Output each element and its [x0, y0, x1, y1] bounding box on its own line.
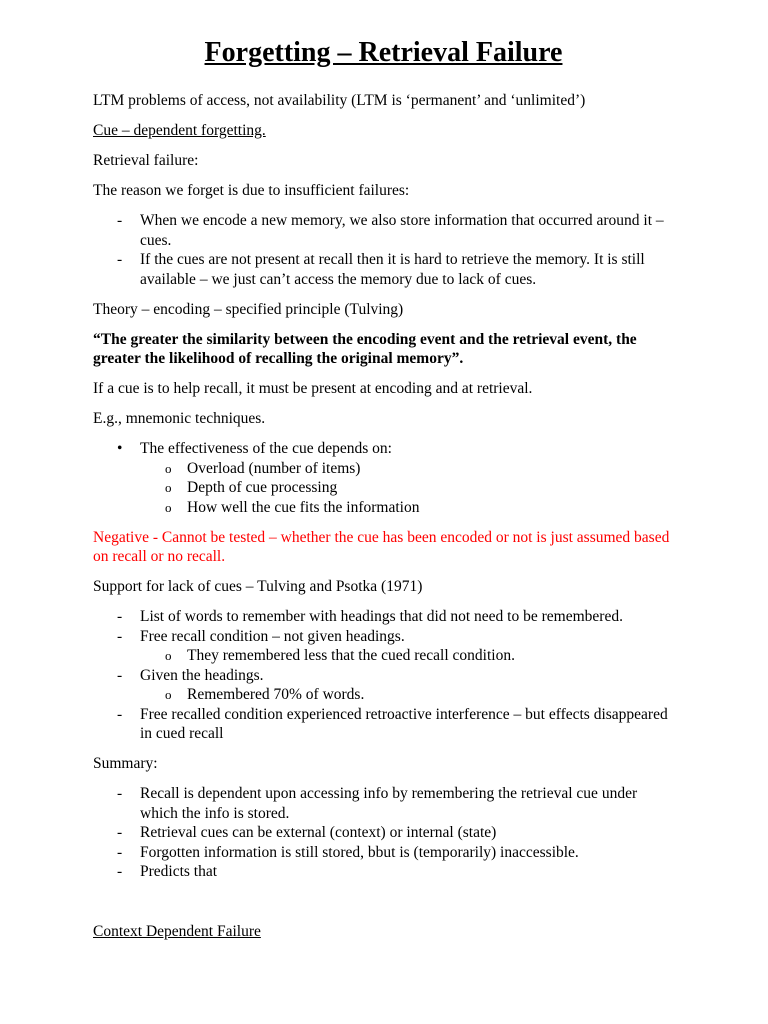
- sub-list-item: [93, 498, 674, 518]
- list-marker: -: [117, 212, 123, 229]
- list-item: [93, 627, 674, 647]
- list-marker: -: [117, 608, 123, 625]
- list-item: [93, 843, 674, 863]
- list-marker: -: [117, 824, 123, 841]
- list-marker: -: [117, 627, 123, 645]
- sub-list-item: [93, 646, 674, 666]
- paragraph: LTM problems of access, not availability (LTM is ‘permanent’ and ‘unlimited’): [93, 92, 586, 109]
- list-marker: o: [165, 648, 172, 663]
- list-marker: -: [117, 251, 123, 268]
- list-item: [93, 607, 674, 627]
- paragraph: If a cue is to help recall, it must be present at encoding and at retrieval.: [93, 380, 533, 397]
- list-marker: o: [165, 499, 172, 515]
- list-marker: -: [117, 863, 123, 880]
- list-item-text: Recall is dependent upon accessing info by remembering the retrieval cue under which the info is stored.: [140, 785, 638, 822]
- list-marker: o: [165, 460, 172, 476]
- list-marker: -: [117, 785, 123, 802]
- paragraph: Cue – dependent forgetting.: [93, 122, 266, 139]
- sub-list-item: [93, 478, 674, 498]
- list-item-text: The effectiveness of the cue depends on:: [140, 440, 392, 457]
- paragraph: Support for lack of cues – Tulving and Psotka (1971): [93, 578, 423, 595]
- list-item-text: Free recall condition – not given headings.: [140, 627, 405, 645]
- sub-list-item: [93, 685, 674, 705]
- paragraph: E.g., mnemonic techniques.: [93, 410, 266, 427]
- list-marker: -: [117, 705, 123, 723]
- list-marker: o: [165, 480, 172, 495]
- dash-list: [93, 784, 674, 882]
- document-content: [93, 91, 674, 942]
- paragraph: The reason we forget is due to insufficient failures:: [93, 182, 410, 199]
- list-item: [93, 211, 674, 250]
- dash-list: [93, 211, 674, 289]
- list-item: [93, 705, 674, 744]
- list-item-text: If the cues are not present at recall then it is hard to retrieve the memory. It is still available – we just can’t access the memory due to lack of cues.: [140, 251, 645, 288]
- list-item-text: Given the headings.: [140, 666, 264, 684]
- paragraph: Context Dependent Failure: [93, 923, 261, 940]
- list-item: [93, 439, 674, 459]
- list-item-text: They remembered less that the cued recall condition.: [187, 647, 515, 664]
- list-marker: -: [117, 666, 123, 684]
- paragraph: Summary:: [93, 755, 158, 772]
- paragraph: Retrieval failure:: [93, 152, 199, 169]
- list-item-text: How well the cue fits the information: [187, 498, 420, 516]
- list-item: [93, 862, 674, 882]
- page-title: Forgetting – Retrieval Failure: [204, 37, 563, 68]
- list-item-text: When we encode a new memory, we also store information that occurred around it – cues.: [140, 212, 664, 249]
- list-item: [93, 784, 674, 823]
- bullet-list: [93, 439, 674, 517]
- list-item: [93, 666, 674, 686]
- list-item-text: List of words to remember with headings that did not need to be remembered.: [140, 608, 623, 625]
- list-item-text: Remembered 70% of words.: [187, 686, 365, 703]
- list-item: [93, 250, 674, 289]
- list-marker: o: [165, 687, 172, 702]
- list-marker: •: [117, 440, 123, 457]
- dash-list: [93, 607, 674, 744]
- paragraph: Theory – encoding – specified principle (Tulving): [93, 300, 404, 318]
- list-item: [93, 823, 674, 843]
- list-item-text: Retrieval cues can be external (context) or internal (state): [140, 824, 497, 841]
- list-item-text: Forgotten information is still stored, bbut is (temporarily) inaccessible.: [140, 843, 579, 861]
- list-item-text: Free recalled condition experienced retroactive interference – but effects disappeared in cued recall: [140, 705, 668, 742]
- list-item-text: Predicts that: [140, 863, 218, 880]
- sub-list-item: [93, 459, 674, 479]
- list-item-text: Depth of cue processing: [187, 479, 338, 496]
- list-marker: -: [117, 843, 123, 861]
- list-item-text: Overload (number of items): [187, 459, 361, 477]
- warning-paragraph: Negative - Cannot be tested – whether the cue has been encoded or not is just assumed based on recall or no recall.: [93, 528, 670, 565]
- paragraph: “The greater the similarity between the encoding event and the retrieval event, the greater the likelihood of recalling the original memory”.: [93, 330, 637, 367]
- vertical-spacer: [93, 892, 674, 922]
